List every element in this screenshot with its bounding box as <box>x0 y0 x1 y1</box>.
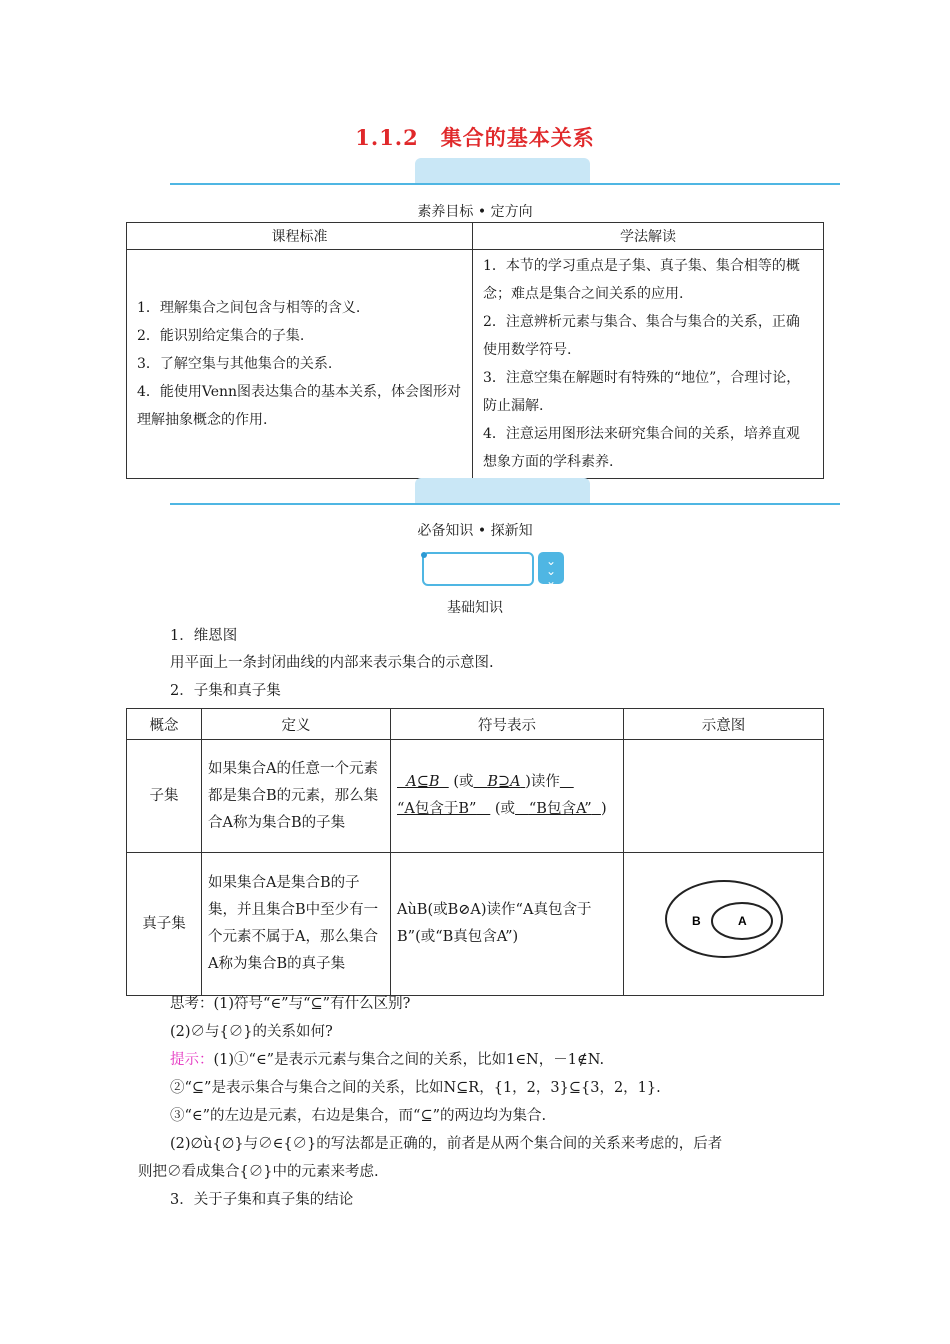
goals-standard-cell <box>127 250 473 479</box>
section-divider <box>170 503 840 505</box>
hint-line: ③“∈”的左边是元素，右边是集合，而“⊆”的两边均为集合. <box>170 1108 547 1124</box>
list-item: 1．理解集合之间包含与相等的含义. <box>137 300 361 316</box>
hint-line: ②“⊆”是表示集合与集合之间的关系，比如N⊆R，{1，2，3}⊆{3，2，1}. <box>170 1080 661 1096</box>
paragraph: 2．子集和真子集 <box>170 683 281 699</box>
paragraph: 3．关于子集和真子集的结论 <box>170 1192 354 1208</box>
goals-header-standard: 课程标准 <box>127 223 473 250</box>
bullet-dot-icon <box>421 552 427 558</box>
table-header: 概念 <box>127 709 202 740</box>
list-item: 2．能识别给定集合的子集. <box>137 328 305 344</box>
concept-proper-subset: 真子集 <box>127 853 202 996</box>
list-item: 2．注意辨析元素与集合、集合与集合的关系，正确使用数学符号. <box>483 314 800 358</box>
list-item: 3．注意空集在解题时有特殊的“地位”，合理讨论，防止漏解. <box>483 370 801 414</box>
venn-outer-label: B <box>691 914 701 928</box>
venn-diagram-cell <box>624 853 824 996</box>
goals-method-cell <box>473 250 824 479</box>
question-line: 思考：(1)符号“∈”与“⊆”有什么区别? <box>170 996 411 1012</box>
section-heading-goals: 素养目标 • 定方向 <box>417 204 533 220</box>
paragraph: 1．维恩图 <box>170 628 238 644</box>
table-header: 符号表示 <box>391 709 624 740</box>
subheading-basic: 基础知识 <box>447 600 503 616</box>
symbol-text: (或 <box>453 774 474 790</box>
table-row <box>127 740 824 853</box>
definition-subset: 如果集合A的任意一个元素都是集合B的元素，那么集合A称为集合B的子集 <box>202 740 391 853</box>
paragraph: 用平面上一条封闭曲线的内部来表示集合的示意图. <box>170 655 494 671</box>
blank-answer: “B包含A” <box>528 801 592 817</box>
section-tab-decoration <box>415 478 590 504</box>
symbol-subset <box>391 740 624 853</box>
concept-subset: 子集 <box>127 740 202 853</box>
venn-diagram <box>662 877 786 961</box>
hint-text: (1)①“∈”是表示元素与集合之间的关系，比如1∈N，－1∉N. <box>213 1052 605 1068</box>
section-tab-decoration <box>415 158 590 184</box>
list-item: 4．注意运用图形法来研究集合间的关系，培养直观想象方面的学科素养. <box>483 426 800 470</box>
goals-header-method: 学法解读 <box>473 223 824 250</box>
diagram-cell-empty <box>624 740 824 853</box>
list-item: 4．能使用Venn图表达集合的基本关系，体会图形对理解抽象概念的作用. <box>137 384 462 428</box>
venn-inner-label: A <box>737 914 747 928</box>
question-line: (2)∅与{∅}的关系如何? <box>170 1024 333 1040</box>
symbol-text: (或 <box>494 801 516 817</box>
chevron-down-icon: ⌄ ⌄ ⌄ <box>538 552 564 584</box>
venn-outer-set <box>666 881 782 957</box>
table-header: 示意图 <box>624 709 824 740</box>
list-item: 3．了解空集与其他集合的关系. <box>137 356 333 372</box>
section-heading-knowledge: 必备知识 • 探新知 <box>417 523 533 539</box>
subset-table <box>126 708 824 996</box>
symbol-proper-subset: AùB(或B⊘A)读作“A真包含于B”(或“B真包含A”) <box>391 853 624 996</box>
hint-line: (2)∅ù{∅}与∅∈{∅}的写法都是正确的，前者是从两个集合间的关系来考虑的，后者 <box>170 1136 723 1152</box>
hint-label: 提示： <box>170 1052 214 1068</box>
list-item: 1．本节的学习重点是子集、真子集、集合相等的概念；难点是集合之间关系的应用. <box>483 258 800 302</box>
hint-line <box>170 1050 604 1070</box>
hint-line: 则把∅看成集合{∅}中的元素来考虑. <box>138 1164 379 1180</box>
blank-answer: B⊇A <box>487 774 521 790</box>
definition-proper-subset: 如果集合A是集合B的子集，并且集合B中至少有一个元素不属于A，那么集合A称为集合B的真子集 <box>202 853 391 996</box>
table-header: 定义 <box>202 709 391 740</box>
symbol-text: )读作 <box>525 774 560 790</box>
blank-answer: A⊆B <box>406 774 440 790</box>
goals-table <box>126 222 824 479</box>
page-title: 1.1.2 集合的基本关系 <box>355 125 595 150</box>
knowledge-label-box <box>422 552 534 586</box>
symbol-text: ) <box>600 801 607 817</box>
section-divider <box>170 183 840 185</box>
blank-answer: “A包含于B” <box>397 801 477 817</box>
table-row <box>127 853 824 996</box>
